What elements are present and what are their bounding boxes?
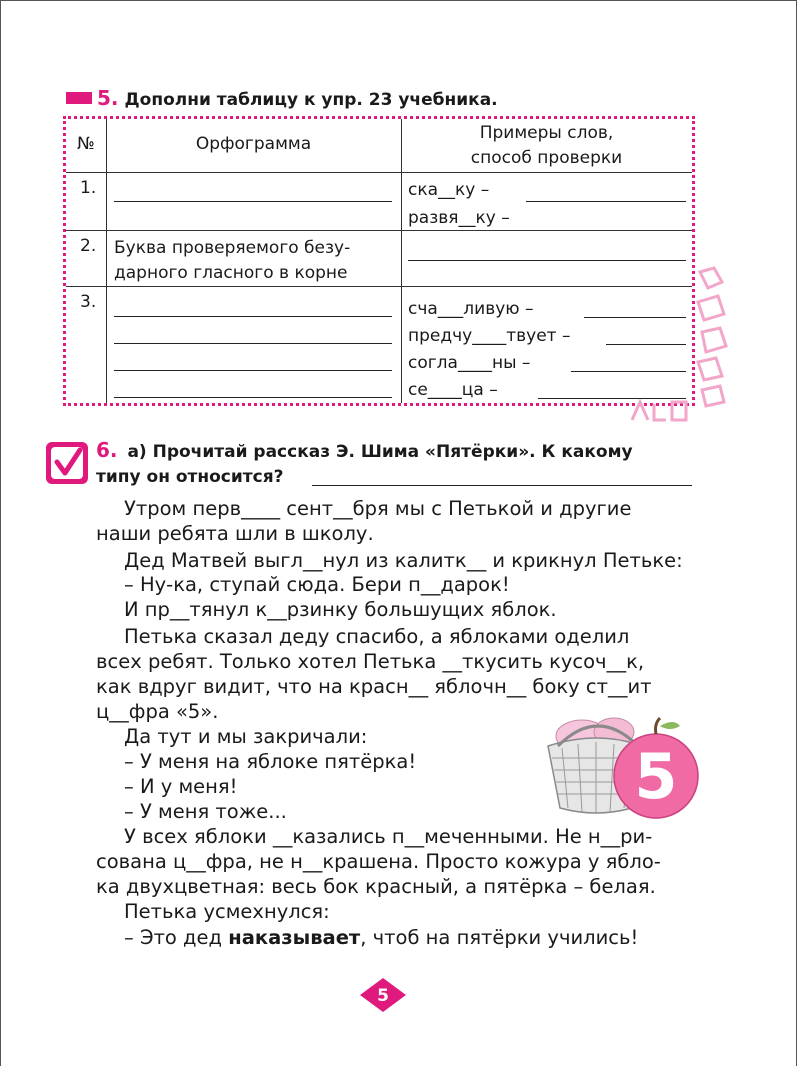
- story-line: – У меня на яблоке пятёрка!: [124, 750, 417, 773]
- header-examples-line1: Примеры слов,: [479, 123, 614, 143]
- row-3-number: 3.: [80, 292, 97, 312]
- story-line: – У меня тоже...: [124, 800, 287, 823]
- row-3-example-2: предчу____твует –: [408, 326, 571, 346]
- apple-digit: 5: [634, 740, 678, 813]
- fill-blank[interactable]: [114, 316, 392, 317]
- row-2-number: 2.: [80, 236, 97, 256]
- decorative-letters-icon: [692, 262, 732, 422]
- table-col-divider: [106, 119, 107, 403]
- page-number: 5: [377, 986, 389, 1006]
- decorative-letters-icon: [628, 396, 698, 426]
- story-line: Петька сказал деду спасибо, а яблоками оделил: [124, 625, 630, 648]
- exercise-6-number: 6.: [96, 438, 118, 462]
- story-bold-word: наказывает: [228, 926, 361, 949]
- header-examples-line2: способ проверки: [470, 148, 623, 168]
- story-line: всех ребят. Только хотел Петька __ткусить кусоч__к,: [96, 650, 645, 673]
- story-text: – Это дед: [124, 926, 229, 949]
- fill-blank[interactable]: [571, 371, 686, 372]
- fill-blank[interactable]: [114, 343, 392, 344]
- spelling-table: [63, 116, 695, 406]
- header-orthogram: Орфограмма: [195, 134, 312, 154]
- row-2-rule-line1: Буква проверяемого безу-: [114, 238, 351, 258]
- story-line: И пр__тянул к__рзинку большущих яблок.: [124, 598, 557, 621]
- page-border-left: [0, 0, 1, 1066]
- fill-blank[interactable]: [114, 397, 392, 398]
- apple-basket-illustration: [538, 712, 704, 820]
- page-number-badge: [358, 976, 408, 1014]
- story-line: Утром перв____ сент__бря мы с Петькой и другие: [124, 497, 632, 520]
- story-text: , чтоб на пятёрки учились!: [360, 926, 639, 949]
- story-line-last: [124, 925, 694, 950]
- checkmark-icon: [46, 442, 88, 484]
- story-line: Да тут и мы закричали:: [124, 725, 368, 748]
- row-1-example-1: ска__ку –: [408, 180, 490, 200]
- fill-blank[interactable]: [606, 344, 686, 345]
- row-3-example-3: согла____ны –: [408, 353, 531, 373]
- exercise-5-instruction: Дополни таблицу к упр. 23 учебника.: [124, 90, 498, 110]
- story-line: – И у меня!: [124, 775, 238, 798]
- fill-blank[interactable]: [408, 260, 686, 261]
- answer-blank[interactable]: [312, 485, 692, 486]
- row-2-rule-line2: дарного гласного в корне: [114, 263, 348, 283]
- row-3-example-4: се____ца –: [408, 380, 498, 400]
- square-marker-icon: [66, 92, 92, 104]
- story-line: ц__фра «5».: [96, 700, 219, 723]
- story-line: сована ц__фра, не н__крашена. Просто кожура у ябло-: [96, 850, 661, 873]
- fill-blank[interactable]: [114, 201, 392, 202]
- exercise-5-number: 5.: [97, 86, 119, 110]
- fill-blank[interactable]: [526, 201, 686, 202]
- exercise-5-heading: [66, 86, 498, 110]
- story-line: ка двухцветная: весь бок красный, а пятёрка – белая.: [96, 875, 656, 898]
- table-row-divider: [66, 286, 692, 287]
- page-border-top: [0, 0, 797, 1]
- story-line: У всех яблоки __казались п__меченными. Не н__ри-: [124, 825, 653, 848]
- table-row-divider: [66, 172, 692, 173]
- story-line: Петька усмехнулся:: [124, 900, 330, 923]
- fill-blank[interactable]: [584, 317, 686, 318]
- row-1-example-2: развя__ку –: [408, 208, 510, 228]
- table-row-divider: [66, 230, 692, 231]
- story-line: как вдруг видит, что на красн__ яблочн__ боку ст__ит: [96, 675, 652, 698]
- story-line: – Ну-ка, ступай сюда. Бери п__дарок!: [124, 573, 510, 596]
- exercise-6-heading: [96, 438, 696, 490]
- header-number: №: [77, 134, 95, 154]
- exercise-6-instruction-line1: а) Прочитай рассказ Э. Шима «Пятёрки». К какому: [127, 442, 633, 462]
- row-3-example-1: сча___ливую –: [408, 299, 534, 319]
- row-1-number: 1.: [80, 178, 97, 198]
- story-line: Дед Матвей выгл__нул из калитк__ и крикнул Петьке:: [124, 549, 683, 572]
- fill-blank[interactable]: [114, 370, 392, 371]
- exercise-6-instruction-line2: типу он относится?: [96, 467, 284, 487]
- story-line: наши ребята шли в школу.: [96, 522, 374, 545]
